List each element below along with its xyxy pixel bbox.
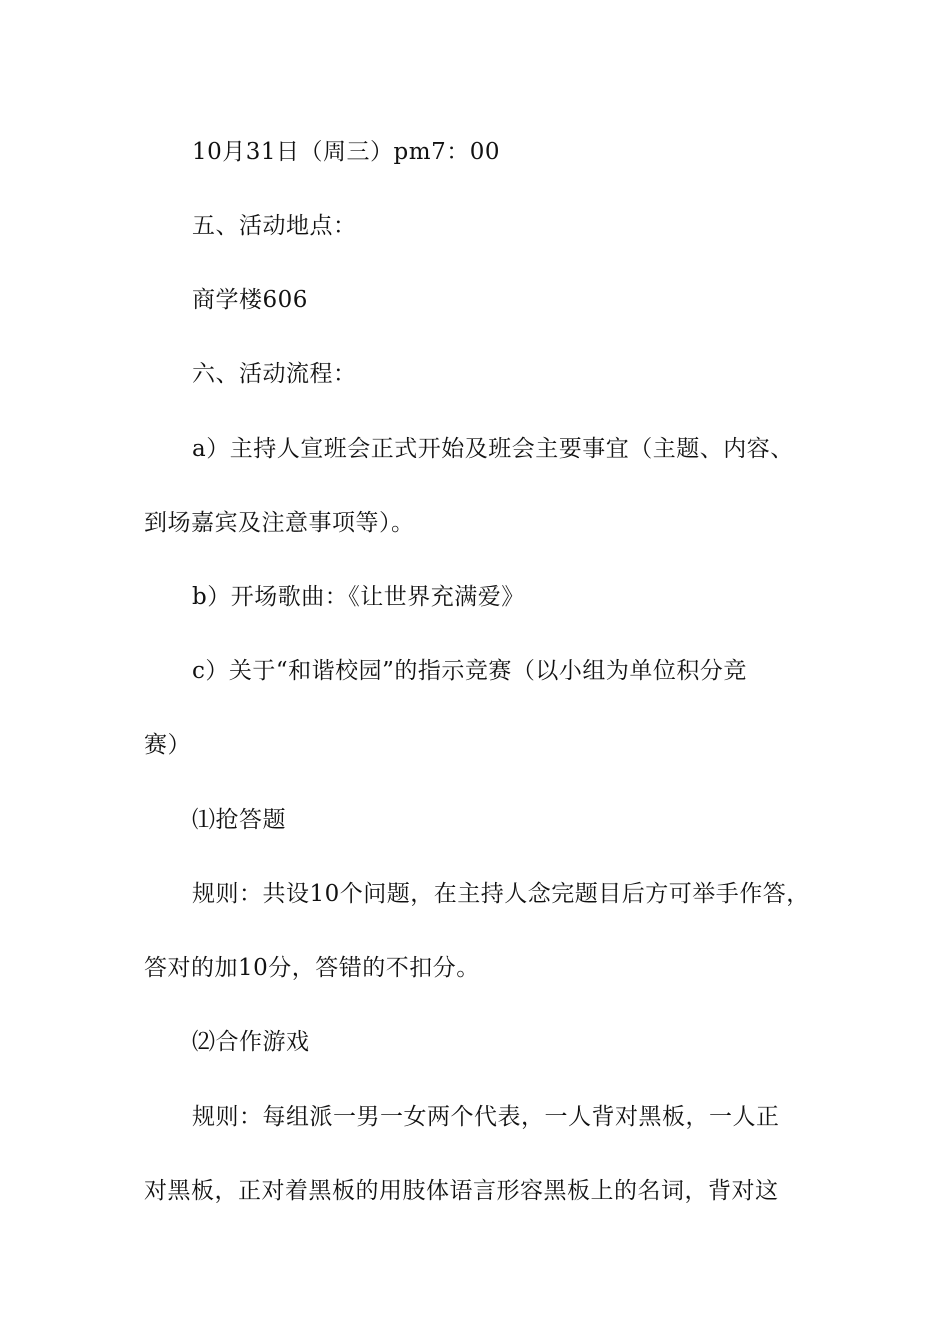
event-time-line: 10月31日（周三）pm7：00 xyxy=(192,139,500,165)
paragraph-line: 规则：共设10个问题，在主持人念完题目后方可举手作答， xyxy=(192,881,810,907)
section-heading-location: 五、活动地点： xyxy=(192,213,357,239)
event-location-line: 商学楼606 xyxy=(192,287,308,313)
subheading-quiz: ⑴抢答题 xyxy=(192,807,286,833)
paragraph-line: 答对的加10分，答错的不扣分。 xyxy=(144,955,480,981)
paragraph-line: 赛） xyxy=(144,732,191,758)
paragraph-line: c）关于“和谐校园”的指示竞赛（以小组为单位积分竞 xyxy=(192,658,747,684)
paragraph-line: 规则：每组派一男一女两个代表，一人背对黑板，一人正 xyxy=(192,1104,780,1130)
paragraph-line: 到场嘉宾及注意事项等）。 xyxy=(144,510,415,536)
paragraph-line: 对黑板，正对着黑板的用肢体语言形容黑板上的名词，背对这 xyxy=(144,1178,779,1204)
subheading-game: ⑵合作游戏 xyxy=(192,1029,310,1055)
paragraph-line: b）开场歌曲：《让世界充满爱》 xyxy=(192,584,525,610)
section-heading-process: 六、活动流程： xyxy=(192,361,357,387)
paragraph-line: a）主持人宣班会正式开始及班会主要事宜（主题、内容、 xyxy=(192,436,794,462)
